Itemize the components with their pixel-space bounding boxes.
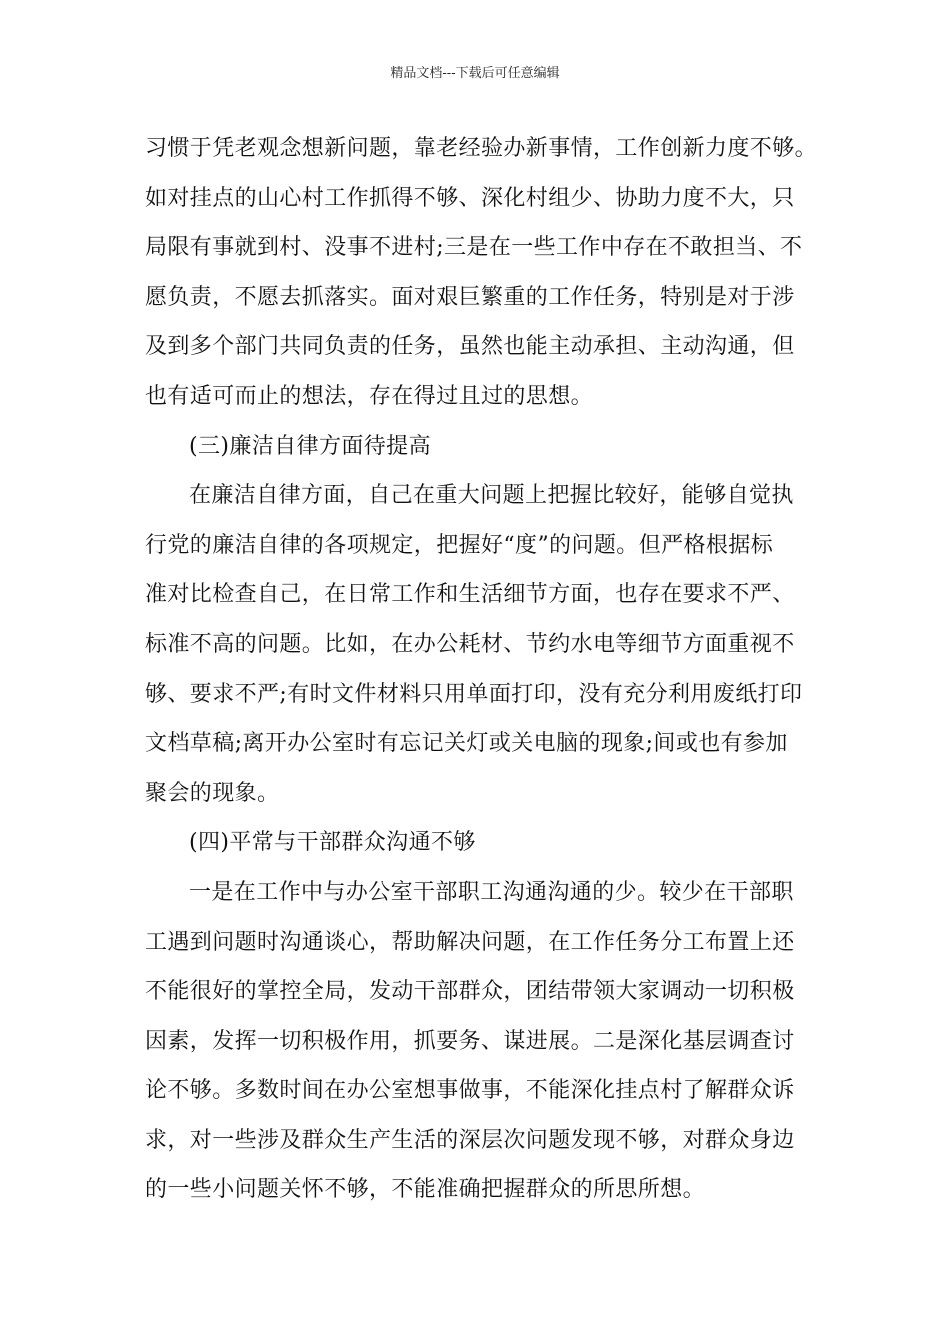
section-heading: (四)平常与干部群众沟通不够 [189, 830, 476, 856]
text-line: 求，对一些涉及群众生产生活的深层次问题发现不够，对群众身边 [145, 1127, 795, 1153]
text-line: 愿负责，不愿去抓落实。面对艰巨繁重的工作任务，特别是对于涉 [145, 284, 795, 310]
paragraph-start: 一是在工作中与办公室干部职工沟通沟通的少。较少在干部职 [189, 879, 794, 905]
text-line: 标准不高的问题。比如，在办公耗材、节约水电等细节方面重视不 [145, 631, 795, 657]
paragraph-start: 在廉洁自律方面，自己在重大问题上把握比较好，能够自觉执 [189, 483, 794, 509]
text-line: 如对挂点的山心村工作抓得不够、深化村组少、协助力度不大，只 [145, 185, 795, 211]
text-line: 行党的廉洁自律的各项规定，把握好“度”的问题。但严格根据标 [145, 532, 774, 558]
text-line: 的一些小问题关怀不够，不能准确把握群众的所思所想。 [145, 1177, 706, 1203]
text-line: 局限有事就到村、没事不进村;三是在一些工作中存在不敢担当、不 [145, 235, 803, 261]
text-line: 因素，发挥一切积极作用，抓要务、谋进展。二是深化基层调查讨 [145, 1028, 795, 1054]
page-header: 精品文档---下载后可任意编辑 [390, 66, 560, 81]
text-line: 工遇到问题时沟通谈心，帮助解决问题，在工作任务分工布置上还 [145, 929, 795, 955]
text-line: 不能很好的掌控全局，发动干部群众，团结带领大家调动一切积极 [145, 979, 795, 1005]
text-line: 论不够。多数时间在办公室想事做事，不能深化挂点村了解群众诉 [145, 1078, 795, 1104]
section-heading: (三)廉洁自律方面待提高 [189, 433, 431, 459]
text-line: 够、要求不严;有时文件材料只用单面打印，没有充分利用废纸打印 [145, 681, 803, 707]
document-body [145, 124, 835, 1215]
text-line: 及到多个部门共同负责的任务，虽然也能主动承担、主动沟通，但 [145, 334, 795, 360]
text-line: 也有适可而止的想法，存在得过且过的思想。 [145, 383, 594, 409]
text-line: 文档草稿;离开办公室时有忘记关灯或关电脑的现象;间或也有参加 [145, 731, 788, 757]
text-line: 习惯于凭老观念想新问题，靠老经验办新事情，工作创新力度不够。 [145, 136, 818, 161]
text-line: 聚会的现象。 [145, 780, 280, 806]
text-line: 准对比检查自己，在日常工作和生活细节方面，也存在要求不严、 [145, 582, 795, 608]
